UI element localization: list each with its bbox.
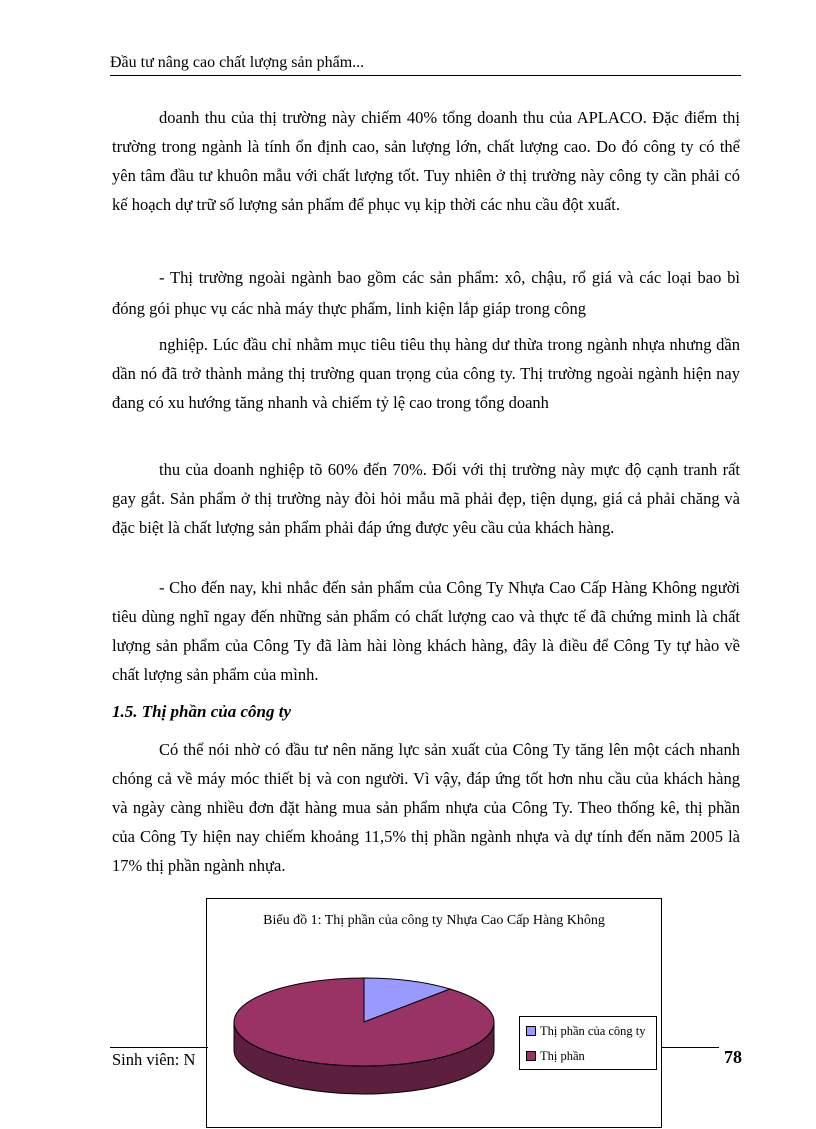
legend-label-market: Thị phần <box>540 1048 585 1063</box>
legend-item-company <box>520 1020 656 1042</box>
pie-chart-svg <box>207 899 663 1129</box>
paragraph-3: nghiệp. Lúc đầu chỉ nhằm mục tiêu tiêu thụ hàng dư thừa trong ngành nhựa nhưng dần dần nó đã trở thành mảng thị trường quan trọng của công ty. Thị trường ngoài ngành hiện nay đang có xu hướng tăng nhanh và chiếm tỷ lệ cao trong tổng doanh <box>112 335 740 412</box>
footer-rule-left <box>110 1047 208 1048</box>
paragraph-6: Có thể nói nhờ có đầu tư nên năng lực sản xuất của Công Ty tăng lên một cách nhanh chóng cả về máy móc thiết bị và con người. Vì vậy, đáp ứng tốt hơn nhu cầu của khách hàng và ngày càng nhiều đơn đặt hàng mua sản phẩm nhựa của Công Ty. Theo thống kê, thị phần của Công Ty hiện nay chiếm khoảng 11,5% thị phần ngành nhựa và dự tính đến năm 2005 là 17% thị phần ngành nhựa. <box>112 740 740 875</box>
paragraph-4: thu của doanh nghiệp tõ 60% đến 70%. Đối với thị trường này mực độ cạnh tranh rất gay gắt. Sản phẩm ở thị trường này đòi hỏi mẫu mã phải đẹp, tiện dụng, giá cả phải chăng và đặc biệt là chất lượng sản phẩm phải đáp ứng được yêu cầu của khách hàng. <box>112 460 740 537</box>
page-header: Đầu tư nâng cao chất lượng sản phẩm... <box>110 54 365 71</box>
header-rule <box>110 75 741 76</box>
chart-title: Biểu đồ 1: Thị phần của công ty Nhựa Cao Cấp Hàng Không <box>263 913 605 928</box>
legend-label-company: Thị phần của công ty <box>540 1023 646 1038</box>
footer-student: Sinh viên: N <box>112 1050 196 1069</box>
chart-legend <box>519 1016 657 1070</box>
paragraph-1: doanh thu của thị trường này chiếm 40% tổng doanh thu của APLACO. Đặc điểm thị trường trong ngành là tính ổn định cao, sản lượng lớn, chất lượng cao. Do đó công ty có thể yên tâm đầu tư khuôn mẫu với chất lượng tốt. Tuy nhiên ở thị trường này công ty cần phải có kế hoạch dự trữ số lượng sản phẩm để phục vụ kịp thời các nhu cầu đột xuất. <box>112 108 740 214</box>
paragraph-5: - Cho đến nay, khi nhắc đến sản phẩm của Công Ty Nhựa Cao Cấp Hàng Không người tiêu dùng nghĩ ngay đến những sản phẩm có chất lượng cao và thực tế đã chứng minh là chất lượng sản phẩm của Công Ty đã làm hài lòng khách hàng, đây là điều để Công Ty tự hào về chất lượng sản phẩm của mình. <box>112 578 740 684</box>
pie-slice-1 <box>234 978 494 1066</box>
pie-chart <box>206 898 662 1128</box>
page-number: 78 <box>724 1047 742 1067</box>
paragraph-2: - Thị trường ngoài ngành bao gồm các sản phẩm: xô, chậu, rổ giá và các loại bao bì đóng gói phục vụ các nhà máy thực phẩm, linh kiện lắp giáp trong công <box>112 268 740 318</box>
legend-item-market <box>520 1045 656 1067</box>
footer-rule-right <box>662 1047 719 1048</box>
section-heading: 1.5. Thị phần của công ty <box>112 702 291 721</box>
legend-swatch-company <box>526 1026 536 1036</box>
legend-swatch-market <box>526 1051 536 1061</box>
